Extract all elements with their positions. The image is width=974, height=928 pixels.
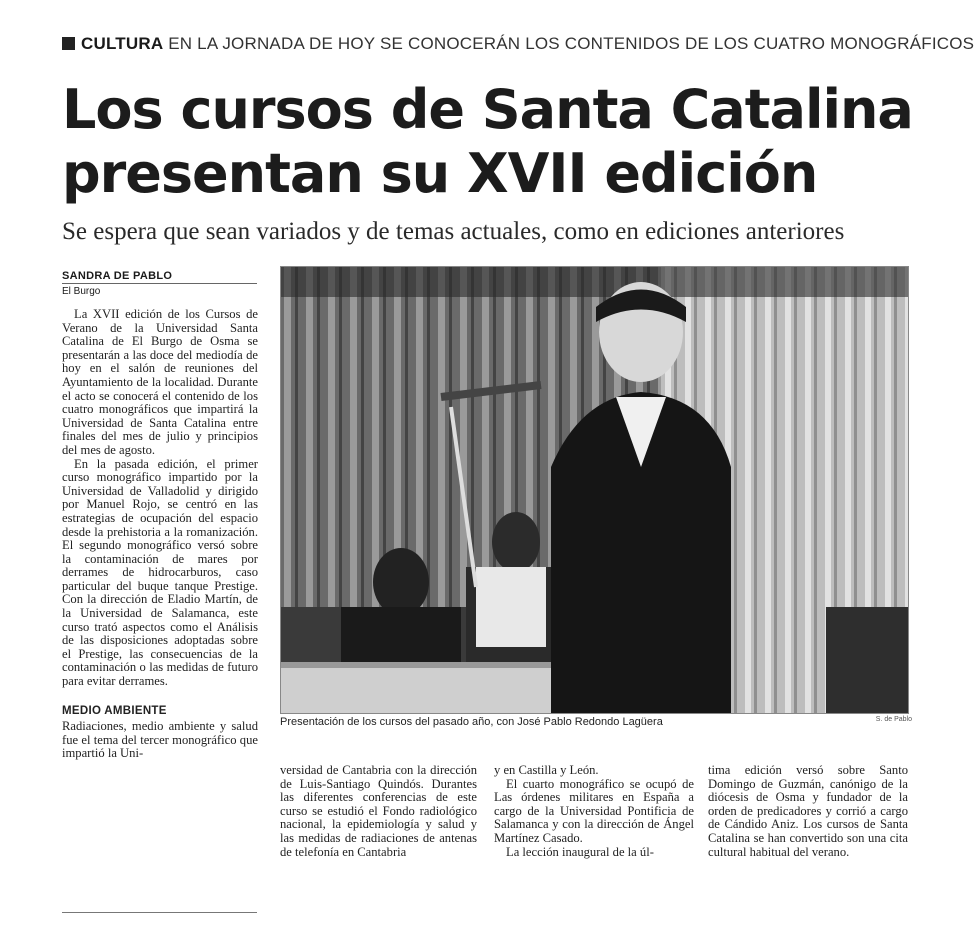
article-paragraph-3a: Radiaciones, medio ambiente y salud fue el tema del tercer monográfico que impartió la Uni- <box>62 719 258 761</box>
article-column-4 <box>708 764 908 859</box>
article-column-1 <box>62 308 258 761</box>
column-divider-rule <box>62 912 257 913</box>
article-paragraph-3b: versidad de Cantabria con la dirección de Luis-Santiago Quindós. Durantes las diferentes conferencias de este curso se estudió el Fondo radiológico nacional, la epidemiología y salud y las medidas de radiaciones de antenas de telefonía en Cantabria <box>280 763 477 859</box>
headline <box>62 78 942 206</box>
article-paragraph-4: El cuarto monográfico se ocupó de Las órdenes militares en España a cargo de la Universidad Pontificia de Salamanca y con la dirección de Ángel Martínez Casado. <box>494 776 694 845</box>
photo-credit: S. de Pablo <box>875 716 912 723</box>
headline-line-2: presentan su XVII edición <box>62 142 818 205</box>
subheadline: Se espera que sean variados y de temas actuales, como en ediciones anteriores <box>62 218 845 245</box>
headline-line-1: Los cursos de Santa Catalina <box>62 78 913 141</box>
article-paragraph-1: La XVII edición de los Cursos de Verano de la Universidad Santa Catalina de El Burgo de Osma se presentarán a las doce del mediodía de hoy en el salón de reuniones del Ayuntamiento de la localidad. Durante el acto se conocerá el contenido de los cuatro monográficos que impartirá la Universidad de Santa Catalina entre finales del mes de julio y principios del mes de agosto. <box>62 307 258 457</box>
photo-caption: Presentación de los cursos del pasado año, con José Pablo Redondo Lagüera <box>280 716 663 728</box>
byline <box>62 270 257 297</box>
photo-illustration <box>281 267 908 713</box>
article-paragraph-3c: y en Castilla y León. <box>494 763 599 777</box>
section-kicker <box>62 34 974 54</box>
byline-author: SANDRA DE PABLO <box>62 270 257 284</box>
section-name: CULTURA <box>81 34 164 53</box>
article-photo <box>280 266 909 714</box>
kicker-text: EN LA JORNADA DE HOY SE CONOCERÁN LOS CONTENIDOS DE LOS CUATRO MONOGRÁFICOS <box>168 34 974 53</box>
article-subheading: MEDIO AMBIENTE <box>62 704 167 717</box>
article-paragraph-2: En la pasada edición, el primer curso monográfico impartido por la Universidad de Valladolid y dirigido por Manuel Rojo, se centró en las estrategias de ocupación del espacio desde la prehistoria a la romanización. El segundo monográfico versó sobre la contaminación de mares por derrames de hidrocarburos, caso particular del buque tanque Prestige. Con la dirección de Eladio Martín, de la Universidad de Salamanca, este curso trató aspectos como el Análisis de las disposiciones adoptadas sobre el Prestige, las consecuencias de la contaminación o las medidas de futuro para evitar derrames. <box>62 456 258 689</box>
article-paragraph-5a: La lección inaugural de la úl- <box>506 844 654 859</box>
article-column-2 <box>280 764 477 859</box>
section-square-icon <box>62 37 75 50</box>
byline-location: El Burgo <box>62 286 101 297</box>
article-column-3 <box>494 764 694 859</box>
article-paragraph-5b: tima edición versó sobre Santo Domingo de Guzmán, canónigo de la diócesis de Osma y fundador de la orden de predicadores y corrió a cargo de Cándido Aniz. Los cursos de Santa Catalina se han convertido son una cita cultural habitual del verano. <box>708 763 908 859</box>
